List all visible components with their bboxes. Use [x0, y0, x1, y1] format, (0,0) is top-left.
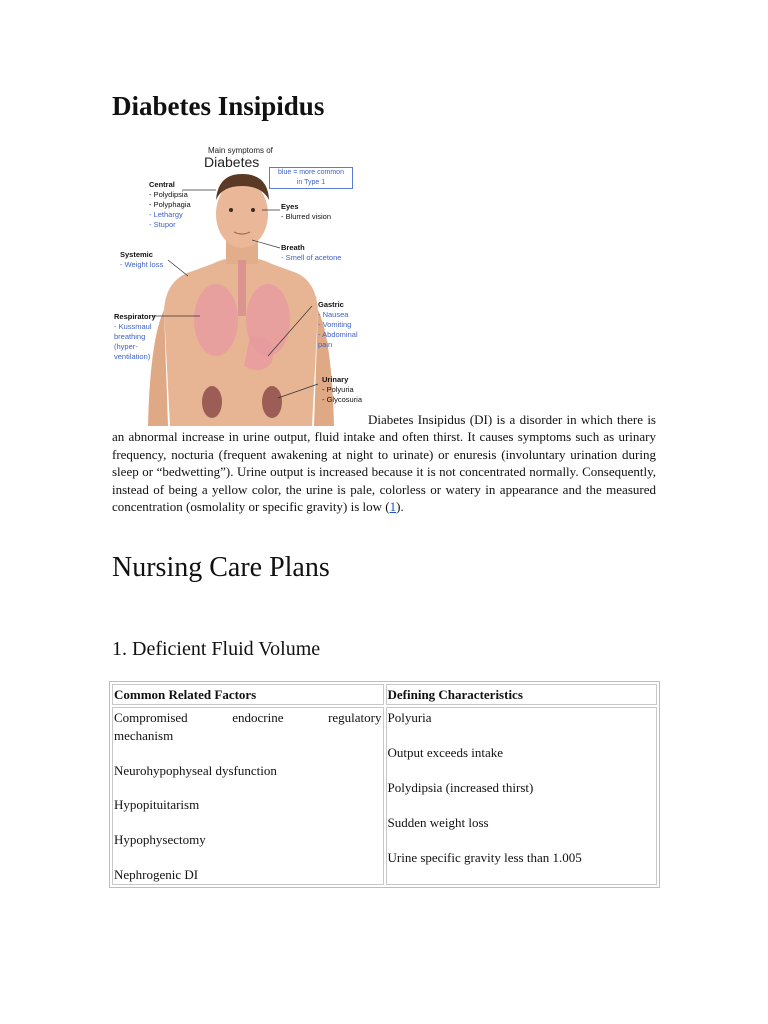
label-title: Gastric — [318, 300, 344, 309]
label-item: - Kussmaul — [114, 322, 152, 331]
label-title: Central — [149, 180, 175, 189]
reference-link[interactable]: 1 — [389, 499, 397, 515]
list-item: Polydipsia (increased thirst) — [387, 780, 534, 795]
label-item: (hyper- — [114, 342, 138, 351]
label-gastric — [318, 300, 358, 350]
label-item: pain — [318, 340, 333, 349]
table-header-row — [112, 684, 657, 705]
label-urinary — [322, 375, 362, 405]
list-item: Urine specific gravity less than 1.005 — [387, 849, 582, 865]
figure-subtitle: Main symptoms of — [208, 146, 273, 155]
list-item: Neurohypophyseal dysfunction — [114, 762, 277, 778]
list-item: Hypophysectomy — [114, 832, 206, 848]
label-item: - Blurred vision — [281, 212, 332, 221]
list-item: Nephrogenic DI — [114, 867, 199, 882]
label-item: - Glycosuria — [322, 395, 363, 404]
care-plan-table — [109, 681, 660, 888]
label-item: ventilation) — [114, 352, 151, 361]
figure-legend — [269, 167, 353, 189]
figure-heading: Diabetes — [204, 154, 260, 170]
table-row — [112, 707, 657, 885]
symptoms-illustration — [112, 140, 370, 426]
label-item: - Lethargy — [149, 210, 183, 219]
header-related-factors: Common Related Factors — [112, 684, 384, 705]
label-item: - Weight loss — [120, 260, 164, 269]
label-systemic — [120, 250, 163, 270]
label-breath — [281, 243, 341, 263]
deficient-fluid-volume-heading: 1. Deficient Fluid Volume — [112, 638, 321, 660]
label-item: - Polyuria — [322, 385, 354, 394]
nursing-care-plans-heading: Nursing Care Plans — [112, 552, 330, 583]
intro-text: Diabetes Insipidus (DI) is a disorder in which there is an abnormal increase in urine output, fluid intake and often thirst. It causes symptoms such as urinary frequency, nocturia (frequent awakening at night to urinate) or enuresis (involuntary urination during sleep or “bedwetting”). Urine output is increased because it is not concentrated normally. Consequently, instead of being a yellow color, the urine is pale, colorless or watery in appearance and the measured concentration (osmolality or specific gravity) is low ( — [112, 412, 656, 515]
list-item: Hypopituitarism — [114, 797, 200, 813]
label-title: Respiratory — [114, 312, 156, 321]
label-item: - Smell of acetone — [281, 253, 342, 262]
label-central — [149, 180, 191, 230]
label-item: - Nausea — [318, 310, 349, 319]
label-item: breathing — [114, 332, 146, 341]
list-item: Output exceeds intake — [387, 745, 504, 761]
label-eyes — [281, 202, 331, 222]
label-title: Eyes — [281, 202, 299, 211]
list-item: Polyuria — [387, 710, 432, 726]
label-item: - Abdominal — [318, 330, 358, 339]
legend-line: blue = more common — [278, 169, 344, 176]
label-respiratory — [114, 312, 156, 362]
page-title: Diabetes Insipidus — [112, 91, 325, 121]
label-item: - Polydipsia — [149, 190, 188, 199]
legend-line: in Type 1 — [296, 179, 326, 186]
list-item: Sudden weight loss — [387, 814, 489, 830]
label-title: Systemic — [120, 250, 153, 259]
label-item: - Polyphagia — [149, 200, 191, 209]
list-item: Compromised endocrine regulatory — [114, 710, 382, 726]
label-title: Breath — [281, 243, 305, 252]
related-factors-cell — [112, 707, 384, 885]
intro-paragraph — [112, 411, 656, 515]
label-item: - Vomiting — [318, 320, 352, 329]
defining-characteristics-cell — [386, 707, 658, 885]
intro-end: ). — [396, 499, 404, 515]
header-defining-characteristics: Defining Characteristics — [386, 684, 658, 705]
label-title: Urinary — [322, 375, 349, 384]
list-item-cont: mechanism — [114, 727, 174, 743]
label-item: - Stupor — [149, 220, 176, 229]
